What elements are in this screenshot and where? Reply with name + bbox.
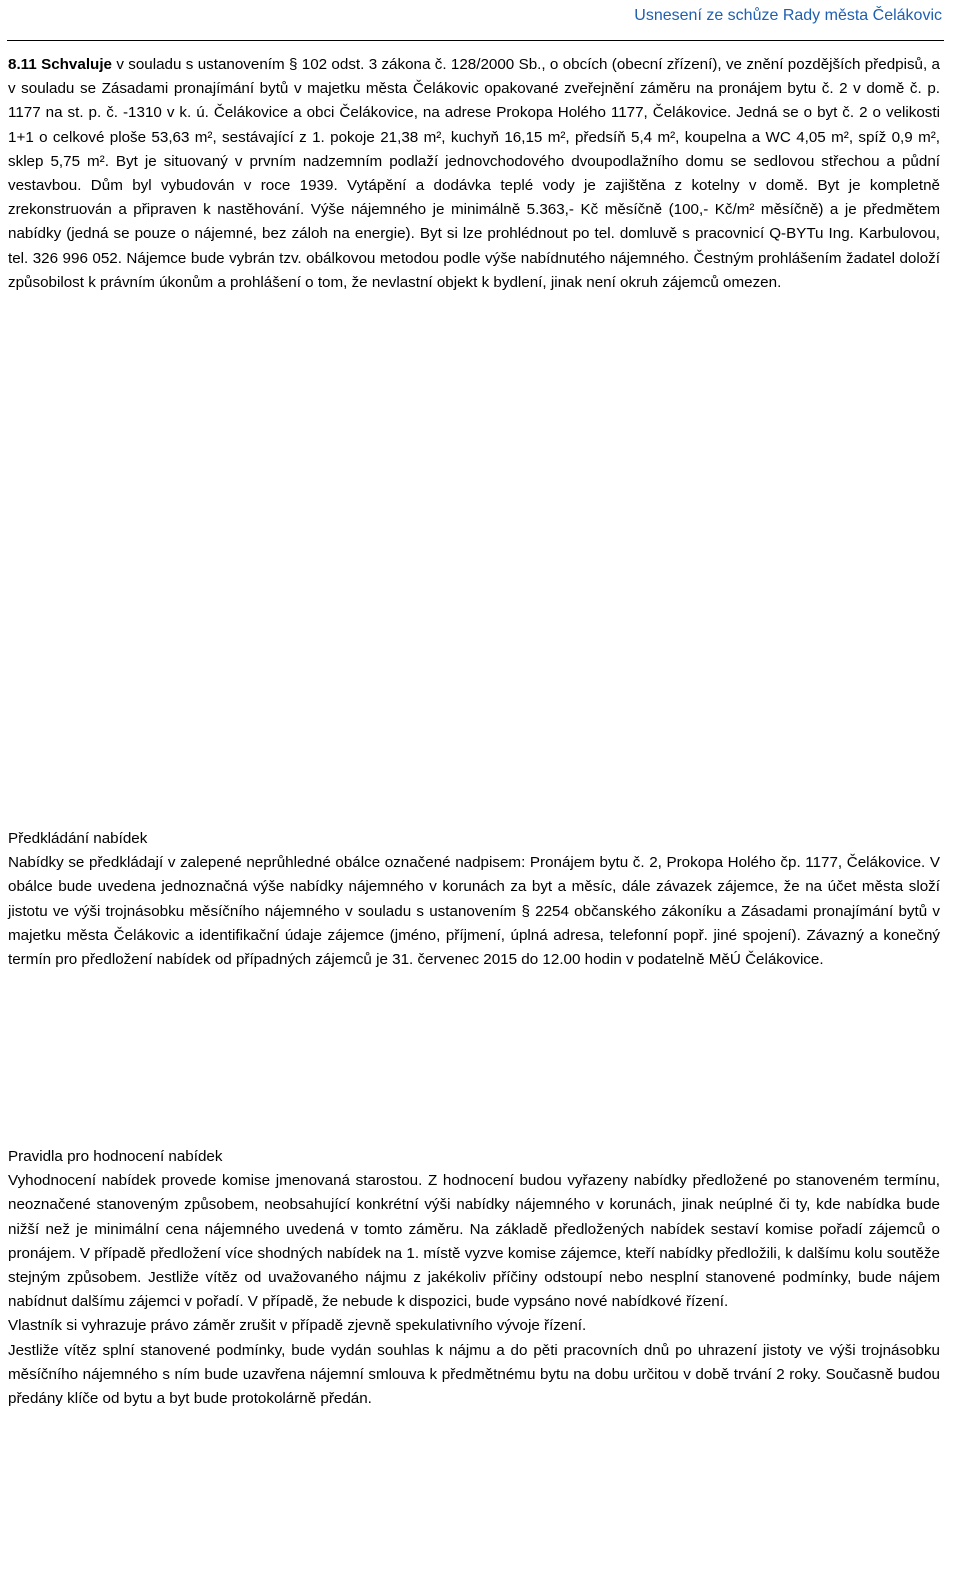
rules-text-2: Vlastník si vyhrazuje právo záměr zrušit v případě zjevně spekulativního vývoje řízení.	[8, 1317, 587, 1335]
resolution-8-11-text	[8, 53, 940, 295]
header-divider	[7, 40, 944, 41]
resolution-body: v souladu s ustanovením § 102 odst. 3 zákona č. 128/2000 Sb., o obcích (obecní zřízení), ve znění pozdějších předpisů, a v souladu se Zásadami pronajímání bytů v majetku města Čelákovic opakované zveřejnění záměru na pronájem bytu č. 2 v domě č. p. 1177 na st. p. č. -1310 v k. ú. Čelákovice a obci Čelákovice, na adrese Prokopa Holého 1177, Čelákovice. Jedná se o byt č. 2 o velikosti 1+1 o celkové ploše 53,63 m², sestávající z 1. pokoje 21,38 m², kuchyň 16,15 m², předsíň 5,4 m², koupelna a WC 4,05 m², spíž 0,9 m², sklep 5,75 m². Byt je situovaný v prvním nadzemním podlaží jednovchodového dvoupodlažního domu se sedlovou střechou a půdní vestavbou. Dům byl vybudován v roce 1939. Vytápění a dodávka teplé vody je zajištěna z kotelny v domě. Byt je kompletně zrekonstruován a připraven k nastěhování. Výše nájemného je minimálně 5.363,- Kč měsíčně (100,- Kč/m² měsíčně) a je předmětem nabídky (jedná se pouze o nájemné, bez záloh na energie). Byt si lze prohlédnout po tel. domluvě s pracovnicí Q-BYTu Ing. Karbulovou, tel. 326 996 052. Nájemce bude vybrán tzv. obálkovou metodou podle výše nabídnutého nájemného. Čestným prohlášením žadatel doloží způsobilost k právním úkonům a prohlášení o tom, že nevlastní objekt k bydlení, jinak není okruh zájemců omezen.	[8, 56, 940, 291]
resolution-number: 8.11	[8, 56, 37, 73]
rules-text-3: Jestliže vítěz splní stanovené podmínky, bude vydán souhlas k nájmu a do pěti pracovních dnů po uhrazení jistoty ve výši trojnásobku měsíčního nájemného s ním bude uzavřena nájemní smlouva k předmětnému bytu na dobu určitou v době trvání 2 roky. Současně budou předány klíče od bytu a byt bude protokolárně předán.	[8, 1341, 940, 1408]
rules-heading: Pravidla pro hodnocení nabídek	[8, 1148, 223, 1165]
resolution-8-11	[8, 53, 940, 295]
page-header-title: Usnesení ze schůze Rady města Čelákovic	[634, 7, 942, 24]
offers-heading: Předkládání nabídek	[8, 830, 148, 847]
offers-section	[8, 827, 940, 972]
offers-text: Nabídky se předkládají v zalepené neprůhledné obálce označené nadpisem: Pronájem bytu č. 2, Prokopa Holého čp. 1177, Čelákovice. V obálce bude uvedena jednoznačná výše nabídky nájemného v korunách za byt a měsíc, dále závazek zájemce, že na účet města složí jistotu ve výši trojnásobku měsíčního nájemného v souladu s ustanovením § 2254 občanského zákoníku a Zásadami pronajímání bytů v majetku města Čelákovic a identifikační údaje zájemce (jméno, příjmení, úplná adresa, telefonní popř. jiné spojení). Závazný a konečný termín pro předložení nabídek od případných zájemců je 31. červenec 2015 do 12.00 hodin v podatelně MěÚ Čelákovice.	[8, 854, 940, 969]
rules-text-1: Vyhodnocení nabídek provede komise jmenovaná starostou. Z hodnocení budou vyřazeny nabídky předložené po stanoveném termínu, neoznačené stanoveným způsobem, neobsahující konkrétní výši nabídky nájemného v korunách, jinak neúplné či ty, kde nabídka bude nižší než je minimální cena nájemného uvedená v tomto záměru. Na základě předložených nabídek sestaví komise pořadí zájemců o pronájem. V případě předložení více shodných nabídek na 1. místě vyzve komise zájemce, kteří nabídky předložili, k dalšímu kolu soutěže stejným způsobem. Jestliže vítěz od uvažovaného nájmu z jakékoliv příčiny odstoupí nebo nesplní stanovené podmínky, bude nájem nabídnut dalšímu zájemci v pořadí. V případě, že nebude k dispozici, bude vypsáno nové nabídkové řízení.	[8, 1172, 940, 1311]
resolution-verb: Schvaluje	[41, 56, 112, 73]
rules-section	[8, 1145, 940, 1411]
